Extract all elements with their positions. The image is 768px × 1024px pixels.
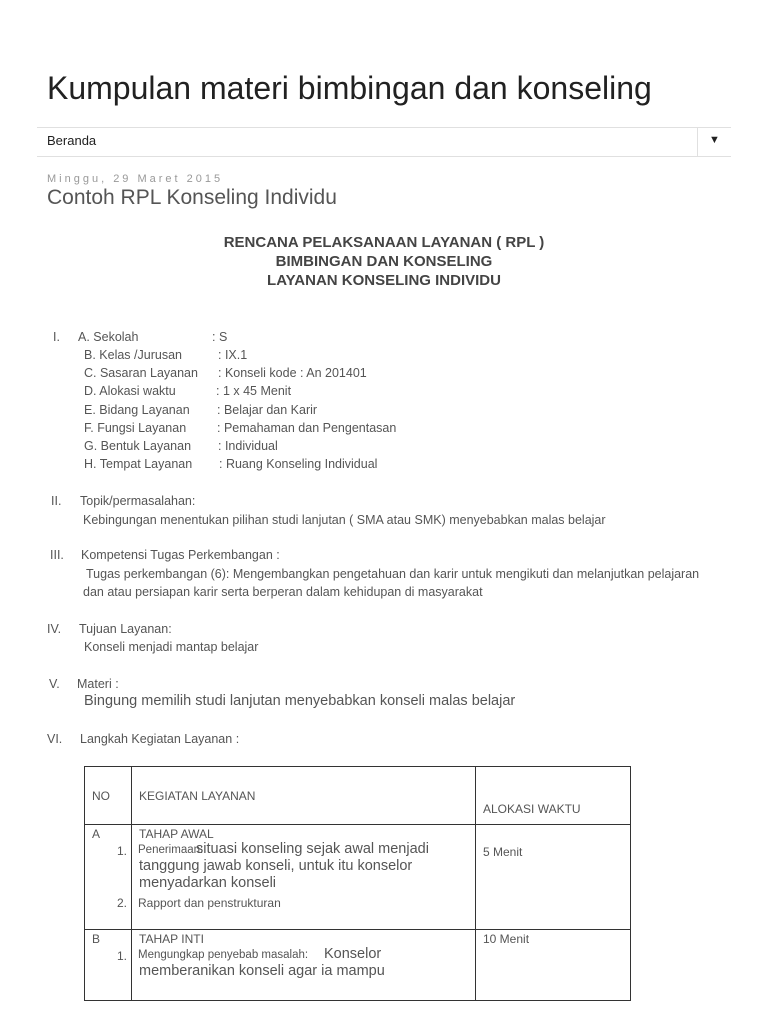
section-3-body-line-2: dan atau persiapan karir serta berperan dalam kehidupan di masyarakat [83,585,483,599]
section-5-body: Bingung memilih studi lanjutan menyebabkan konseli malas belajar [84,693,516,709]
section-4-body: Konseli menjadi mantap belajar [84,640,259,654]
table-cell [117,930,476,1001]
section-6-title: Langkah Kegiatan Layanan : [80,732,240,746]
identity-label: H. Tempat Layanan [84,457,193,471]
identity-value: : Individual [218,439,278,453]
identity-value: : S [212,330,228,344]
identity-label: F. Fungsi Layanan [84,421,187,435]
time-value: 10 Menit [483,932,530,946]
item-prefix: Mengungkap penyebab masalah: [138,949,309,961]
table-cell [476,825,631,930]
item-prefix: Penerimaan: [138,844,204,856]
navbar [37,127,731,157]
section-5-number: V. [49,677,60,691]
section-3-number: III. [50,548,64,562]
table-cell [476,930,631,1001]
item-text: menyadarkan konseli [139,875,277,891]
identity-value: : IX.1 [218,348,248,362]
chevron-down-icon: ▼ [709,134,720,146]
row-no: B [92,932,101,946]
section-1-number: I. [53,330,60,344]
blog-title[interactable]: Kumpulan materi bimbingan dan konseling [47,70,652,106]
stage-title: TAHAP INTI [139,932,204,946]
section-3-title: Kompetensi Tugas Perkembangan : [81,548,280,562]
table-cell [117,825,476,930]
table-cell [85,825,132,930]
identity-value: : Pemahaman dan Pengentasan [217,421,397,435]
table-header-cell [476,767,631,825]
nav-dropdown-button[interactable] [697,128,731,156]
table-header-cell [132,767,476,825]
row-no: A [92,827,101,841]
header-kegiatan: KEGIATAN LAYANAN [139,789,256,803]
item-text: situasi konseling sejak awal menjadi [196,841,429,857]
table-header-row [85,767,631,825]
identity-label: A. Sekolah [78,330,139,344]
section-2-body: Kebingungan menentukan pilihan studi lanjutan ( SMA atau SMK) menyebabkan malas belajar [83,513,606,527]
section-4-title: Tujuan Layanan: [79,622,172,636]
identity-label: D. Alokasi waktu [84,384,176,398]
item-text: tanggung jawab konseli, untuk itu konselor [139,858,413,874]
activity-table [84,766,631,1001]
section-2-number: II. [51,494,62,508]
header-no: NO [92,789,110,803]
time-value: 5 Menit [483,845,523,859]
section-6-number: VI. [47,732,63,746]
table-row [85,825,631,930]
identity-label: G. Bentuk Layanan [84,439,192,453]
doc-heading-line-3: LAYANAN KONSELING INDIVIDU [267,272,501,289]
item-text: Konselor [324,946,382,962]
section-5-title: Materi : [77,677,119,691]
item-number: 1. [117,844,128,858]
doc-heading-line-2: BIMBINGAN DAN KONSELING [275,253,493,270]
item-number: 2. [117,896,128,910]
table-header-cell [85,767,132,825]
identity-value: : 1 x 45 Menit [216,384,292,398]
identity-value: : Ruang Konseling Individual [219,457,378,471]
section-3-body-line-1: Tugas perkembangan (6): Mengembangkan pengetahuan dan karir untuk mengikuti dan melanjutkan pelajaran [86,567,700,581]
identity-label: C. Sasaran Layanan [84,366,198,380]
item-text: memberanikan konseli agar ia mampu [139,963,385,979]
identity-value: : Konseli kode : An 201401 [218,366,367,380]
post-date: Minggu, 29 Maret 2015 [47,173,224,185]
stage-title: TAHAP AWAL [139,827,214,841]
doc-heading-line-1: RENCANA PELAKSANAAN LAYANAN ( RPL ) [223,234,545,251]
header-alokasi: ALOKASI WAKTU [483,802,581,816]
identity-value: : Belajar dan Karir [217,403,318,417]
section-2-title: Topik/permasalahan: [80,494,196,508]
identity-label: B. Kelas /Jurusan [84,348,182,362]
post-title[interactable]: Contoh RPL Konseling Individu [47,186,337,209]
identity-label: E. Bidang Layanan [84,403,190,417]
table-cell [85,930,132,1001]
nav-home-link[interactable]: Beranda [47,133,97,148]
item-number: 1. [117,949,128,963]
table-row [85,930,631,1001]
item-text: Rapport dan penstrukturan [138,896,281,910]
section-4-number: IV. [47,622,62,636]
